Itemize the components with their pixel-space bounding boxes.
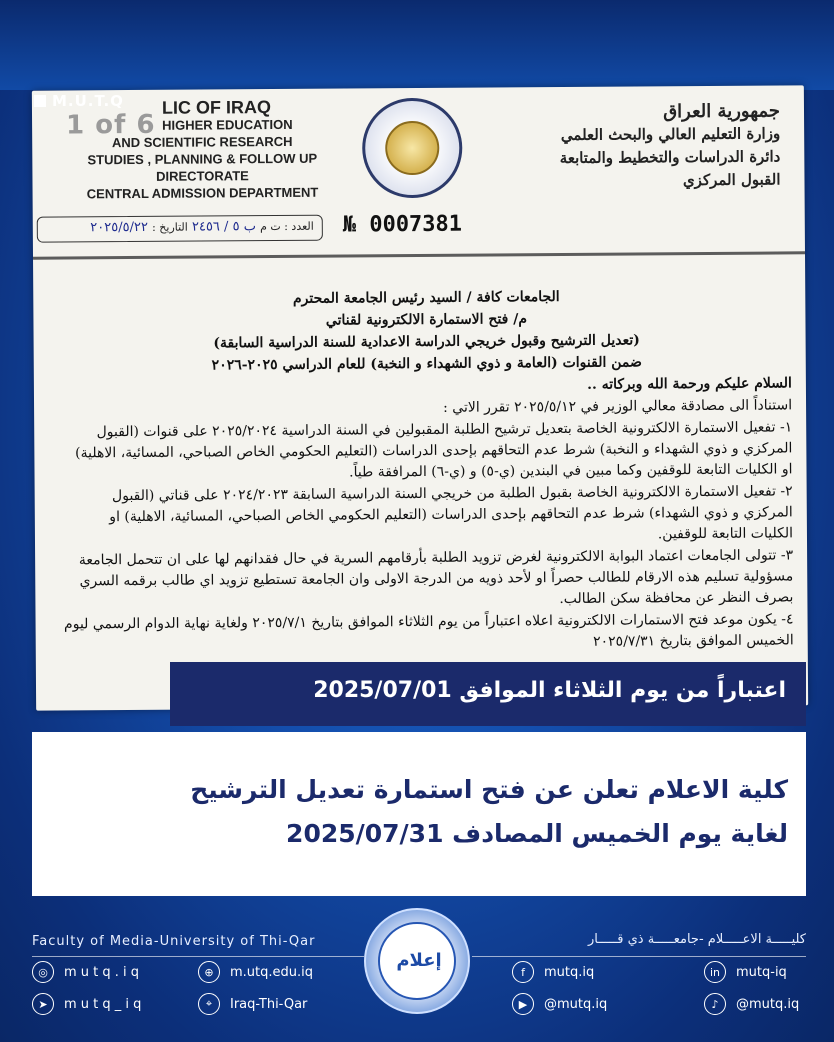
facebook-icon: f: [512, 961, 534, 983]
headline-line-1: كلية الاعلام تعلن عن فتح استمارة تعديل الترشيح: [190, 775, 788, 804]
telegram-link[interactable]: ➤ m u t q _ i q: [32, 993, 141, 1015]
instagram-icon: ◎: [32, 961, 54, 983]
letter-body: الجامعات كافة / السيد رئيس الجامعة المحترم م/ فتح الاستمارة الالكترونية لقناتي (تعديل الترشيح وقبول خريجي الدراسة الاعدادية للسنة الدراسية السابقة) ضمن القنوات (العامة و ذوي الشهداء و النخبة) للعام الدراسي ٢٠٢٥-٢٠٢٦ السلام عليكم ورحمة الله وبركاته .. استناداً الى مصادقة معالي الوزير في ٢٠٢٥/٥/١٢ تقرر الاتي : ١- تفعيل الاستمارة الالكترونية الخاصة بتعديل ترشيح الطلبة المقبولين في السنة الدراسية ٢٠٢٥/٢٠٢٤ على قنوات (القبول المركزي و ذوي الشهداء و النخبة) شرط عدم التحاقهم بإحدى الدراسات (التعليم الحكومي الخاص الصباحي، المسائية، الاهلية) او الكليات التابعة للوقفين وكما مبين في البندين (ي-٥) و (ي-٦) المرافقة طياً. ٢- تفعيل الاستمارة الالكترونية الخاصة بقبول الطلبة من خريجي السنة الدراسية السابقة ٢٠٢٤/٢٠٢٣ على قناتي (القبول المركزي و ذوي الشهداء) شرط عدم التحاقهم بإحدى الدراسات (التعليم الحكومي الخاص الصباحي، المسائية، الاهلية) او الكليات التابعة للوقفين. ٣- تتولى الجامعات اعتماد البوابة الالكترونية لغرض تزويد الطلبة بأرقامهم السرية في حال فقدانهم لها على ان تتحمل الجامعة مسؤولية تسليم هذه الارقام للطالب حصراً او لأحد ذويه من الدرجة الاولى وان الجامعة تستطيع تزويد اي طالب برقمه السري بصرف النظر عن محافظة سكن الطالب. ٤- يكون موعد فتح الاستمارات الالكترونية اعلاه اعتباراً من يوم الثلاثاء الموافق بتاريخ ٢٠٢٥/٧/١ ولغاية نهاية الدوام الرسمي ليوم الخميس الموافق بتاريخ ٢٠٢٥/٧/٣١: [63, 289, 794, 650]
english-letterhead: LIC OF IRAQ HIGHER EDUCATION AND SCIENTIFIC RESEARCH STUDIES , PLANNING & FOLLOW UP DIRECTORATE CENTRAL ADMISSION DEPARTMENT: [86, 97, 319, 202]
footer-divider-right: [472, 956, 806, 957]
top-band: [0, 0, 834, 90]
arabic-letterhead: جمهورية العراق وزارة التعليم العالي والبحث العلمي دائرة الدراسات والتخطيط والمتابعة القبول المركزي: [559, 100, 781, 190]
headline-line-2: لغاية يوم الخميس المصادف 2025/07/31: [286, 819, 788, 848]
facebook-link[interactable]: f mutq.iq: [512, 961, 594, 983]
reference-box: العدد : ت م ب ٥ / ٢٤٥٦ التاريخ : ٢٠٢٥/٥/٢٢: [37, 215, 323, 243]
faculty-logo-icon: إعلام: [364, 908, 470, 1014]
brand-label: M.U.T.Q: [34, 92, 124, 110]
footer-title-en: Faculty of Media-University of Thi-Qar: [32, 934, 316, 949]
footer-divider-left: [32, 956, 364, 957]
tiktok-link[interactable]: ♪ @mutq.iq: [704, 993, 799, 1015]
footer-title-ar: كليـــــة الاعـــــلام -جامعـــــة ذي قـــــار: [588, 932, 806, 947]
headline-card: [32, 732, 806, 896]
website-link[interactable]: ⊕ m.utq.edu.iq: [198, 961, 313, 983]
location-link[interactable]: ⌖ Iraq-Thi-Qar: [198, 993, 307, 1015]
telegram-icon: ➤: [32, 993, 54, 1015]
linkedin-link[interactable]: in mutq-iq: [704, 961, 787, 983]
divider: [33, 251, 805, 259]
youtube-link[interactable]: ▶ @mutq.iq: [512, 993, 607, 1015]
republic-seal-icon: [362, 98, 463, 199]
instagram-link[interactable]: ◎ m u t q . i q: [32, 961, 139, 983]
globe-icon: ⊕: [198, 961, 220, 983]
serial-number: № 0007381: [342, 211, 463, 238]
page-indicator: 1 of 6: [65, 109, 156, 141]
date-banner: اعتباراً من يوم الثلاثاء الموافق 2025/07/01: [170, 662, 806, 726]
scanned-letter: [32, 85, 808, 710]
linkedin-icon: in: [704, 961, 726, 983]
tiktok-icon: ♪: [704, 993, 726, 1015]
youtube-icon: ▶: [512, 993, 534, 1015]
location-pin-icon: ⌖: [198, 993, 220, 1015]
